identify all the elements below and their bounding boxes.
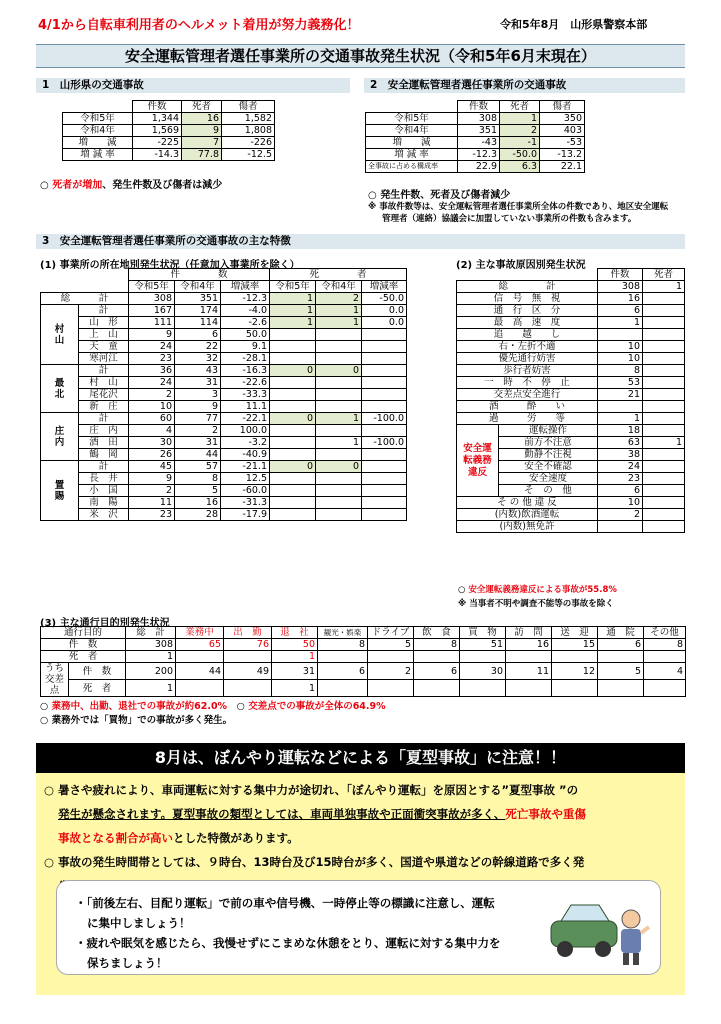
summer-banner: 8月は、ぼんやり運転などによる「夏型事故」に注意！！ [36,743,685,773]
t2-note1: ○ 安全運転義務違反による事故が55.8% [458,585,617,595]
tip2-line1: ・疲れや眠気を感じたら、我慢せずにこまめな休憩をとり、運転に対する集中力を [75,936,501,950]
table-row: 増 減 -225 7 -226 [63,137,275,149]
table-row: 総 計 308 351 -12.3 1 2 -50.0 [41,293,407,305]
page-title: 安全運転管理者選任事業所の交通事故発生状況（令和5年6月末現在） [36,44,685,68]
table-row: 尾花沢 2 3 -33.3 [41,389,407,401]
table-row: 件数 死者 [457,269,685,281]
table-row: うち交差点 件 数 200 44 49 31 6 2 6 30 11 12 5 4 [41,663,686,680]
table-row: 酒 酔 い [457,401,685,413]
table-row: 通 行 区 分 6 [457,305,685,317]
s2-note2: ※ 事故件数等は、安全運転管理者選任事業所全体の件数であり、地区安全運転 [368,202,669,212]
table-row: 死 者 1 1 [41,651,686,663]
table-row: 増 減 率 -12.3 -50.0 -13.2 [366,149,585,161]
tips-box [56,880,661,975]
s2-table [365,100,585,173]
table-row: 動静不注視 38 [457,449,685,461]
s3-t1-caption: (1) 事業所の所在地別発生状況（任意加入事業所を除く） [40,260,300,271]
tip1-line2: に集中しましょう！ [87,916,191,930]
table-row: 最 高 速 度 1 [457,317,685,329]
table-row: 安全運転義務違反 運転操作 18 [457,425,685,437]
s3-t2-caption: (2) 主な事故原因別発生状況 [456,260,586,271]
table-row: 優先通行妨害 10 [457,353,685,365]
table-row: 件 数 308 65 76 50 8 5 8 51 16 15 6 8 [41,639,686,651]
table-row: 安全不確認 24 [457,461,685,473]
table-row: 件数 死者 傷者 [63,101,275,113]
location-table [40,268,407,521]
table-row: 村 山 24 31 -22.6 [41,377,407,389]
table-row: 増 減 -43 -1 -53 [366,137,585,149]
table-row: 庄 内 計 60 77 -22.1 0 1 -100.0 [41,413,407,425]
table-row: 前方不注意 63 1 [457,437,685,449]
purpose-table [40,626,686,697]
s2-note3: 管理者（連絡）協議会に加盟していない事業所の件数も含みます。 [382,214,637,224]
table-row: そ の 他 6 [457,485,685,497]
table-row: 全事故に占める構成率 22.9 6.3 22.1 [366,161,585,173]
table-row: 件数 死者 傷者 [366,101,585,113]
table-row: 酒 田 30 31 -3.2 1 -100.0 [41,437,407,449]
driver-illustration [547,887,653,969]
table-row: 米 沢 23 28 -17.9 [41,509,407,521]
table-row: 令和4年 351 2 403 [366,125,585,137]
p1-line3: 事故となる割合が高いとした特徴があります。 [58,831,299,845]
t2-note2: ※ 当事者不明や調査不能等の事故を除く [458,599,614,609]
table-row: 上 山 9 6 50.0 [41,329,407,341]
table-row: 死 者 1 1 [41,680,686,697]
s1-note: ○ 死者が増加、発生件数及び傷者は減少 [40,180,223,191]
table-row: 通行目的 総 計 業務中 出 勤 退 社 観光・娯楽 ドライブ 飲 食 買 物 訪 問 送 迎 通 院 その他 [41,627,686,639]
table-row: 寒河江 23 32 -28.1 [41,353,407,365]
table-row: 小 国 2 5 -60.0 [41,485,407,497]
table-row: 件 数 死 者 [41,269,407,281]
table-row: 一 時 不 停 止 53 [457,377,685,389]
cause-table [456,268,685,533]
table-row: 令和5年 令和4年 増減率 令和5年 令和4年 増減率 [41,281,407,293]
table-row: 増 減 率 -14.3 77.8 -12.5 [63,149,275,161]
helmet-notice: 4/1から自転車利用者のヘルメット着用が努力義務化！ [38,18,360,33]
table-row: 歩行者妨害 8 [457,365,685,377]
table-row: 過 労 等 1 [457,413,685,425]
table-row: 南 陽 11 16 -31.3 [41,497,407,509]
tip1-line1: ・「前後左右、目配り運転」で前の車や信号機、一時停止等の標識に注意し、運転 [75,896,495,910]
s3-t3-caption: (3) 主な通行目的別発生状況 [40,618,170,629]
section2-heading: 2 安全運転管理者選任事業所の交通事故 [364,78,685,93]
table-row: 庄 内 4 2 100.0 [41,425,407,437]
section1-heading: 1 山形県の交通事故 [36,78,350,93]
table-row: 村 山 計 167 174 -4.0 1 1 0.0 [41,305,407,317]
table-row: 令和5年 1,344 16 1,582 [63,113,275,125]
tip2-line2: 保ちましょう！ [87,956,168,970]
table-row: 追 越 し [457,329,685,341]
table-row: 信 号 無 視 16 [457,293,685,305]
table-row: 新 庄 10 9 11.1 [41,401,407,413]
table-row: 最 北 計 36 43 -16.3 0 0 [41,365,407,377]
table-row: 令和4年 1,569 9 1,808 [63,125,275,137]
table-row: (内数)飲酒運転 2 [457,509,685,521]
table-row: 置 賜 計 45 57 -21.1 0 0 [41,461,407,473]
table-row: (内数)無免許 [457,521,685,533]
t3-note1: ○ 業務中、出勤、退社での事故が約62.0% ○ 交差点での事故が全体の64.9% [40,701,386,712]
t3-note2: ○ 業務外では「買物」での事故が多く発生。 [40,715,233,726]
table-row: 交差点安全進行 21 [457,389,685,401]
issuer: 令和5年8月 山形県警察本部 [500,18,648,31]
table-row: 安全速度 23 [457,473,685,485]
table-row: そ の 他 違 反 10 [457,497,685,509]
table-row: 鶴 岡 26 44 -40.9 [41,449,407,461]
table-row: 天 童 24 22 9.1 [41,341,407,353]
table-row: 総 計 308 1 [457,281,685,293]
section3-heading: 3 安全運転管理者選任事業所の交通事故の主な特徴 [36,234,685,249]
table-row: 令和5年 308 1 350 [366,113,585,125]
p1-line1: ○ 暑さや疲れにより、車両運転に対する集中力が途切れ、「ぼんやり運転」を原因とする”夏型事故 ”の [44,783,579,797]
table-row: 長 井 9 8 12.5 [41,473,407,485]
table-row: 山 形 111 114 -2.6 1 1 0.0 [41,317,407,329]
s1-table [62,100,275,161]
p1-line2: 発生が懸念されます。夏型事故の類型としては、車両単独事故や正面衝突事故が多く、死亡事故や重傷 [58,807,586,821]
table-row: 右・左折不適 10 [457,341,685,353]
s2-note1: ○ 発生件数、死者及び傷者減少 [368,190,511,201]
p2-line1: ○ 事故の発生時間帯としては、９時台、13時台及び15時台が多く、国道や県道などの幹線道路で多く発 [44,855,585,869]
